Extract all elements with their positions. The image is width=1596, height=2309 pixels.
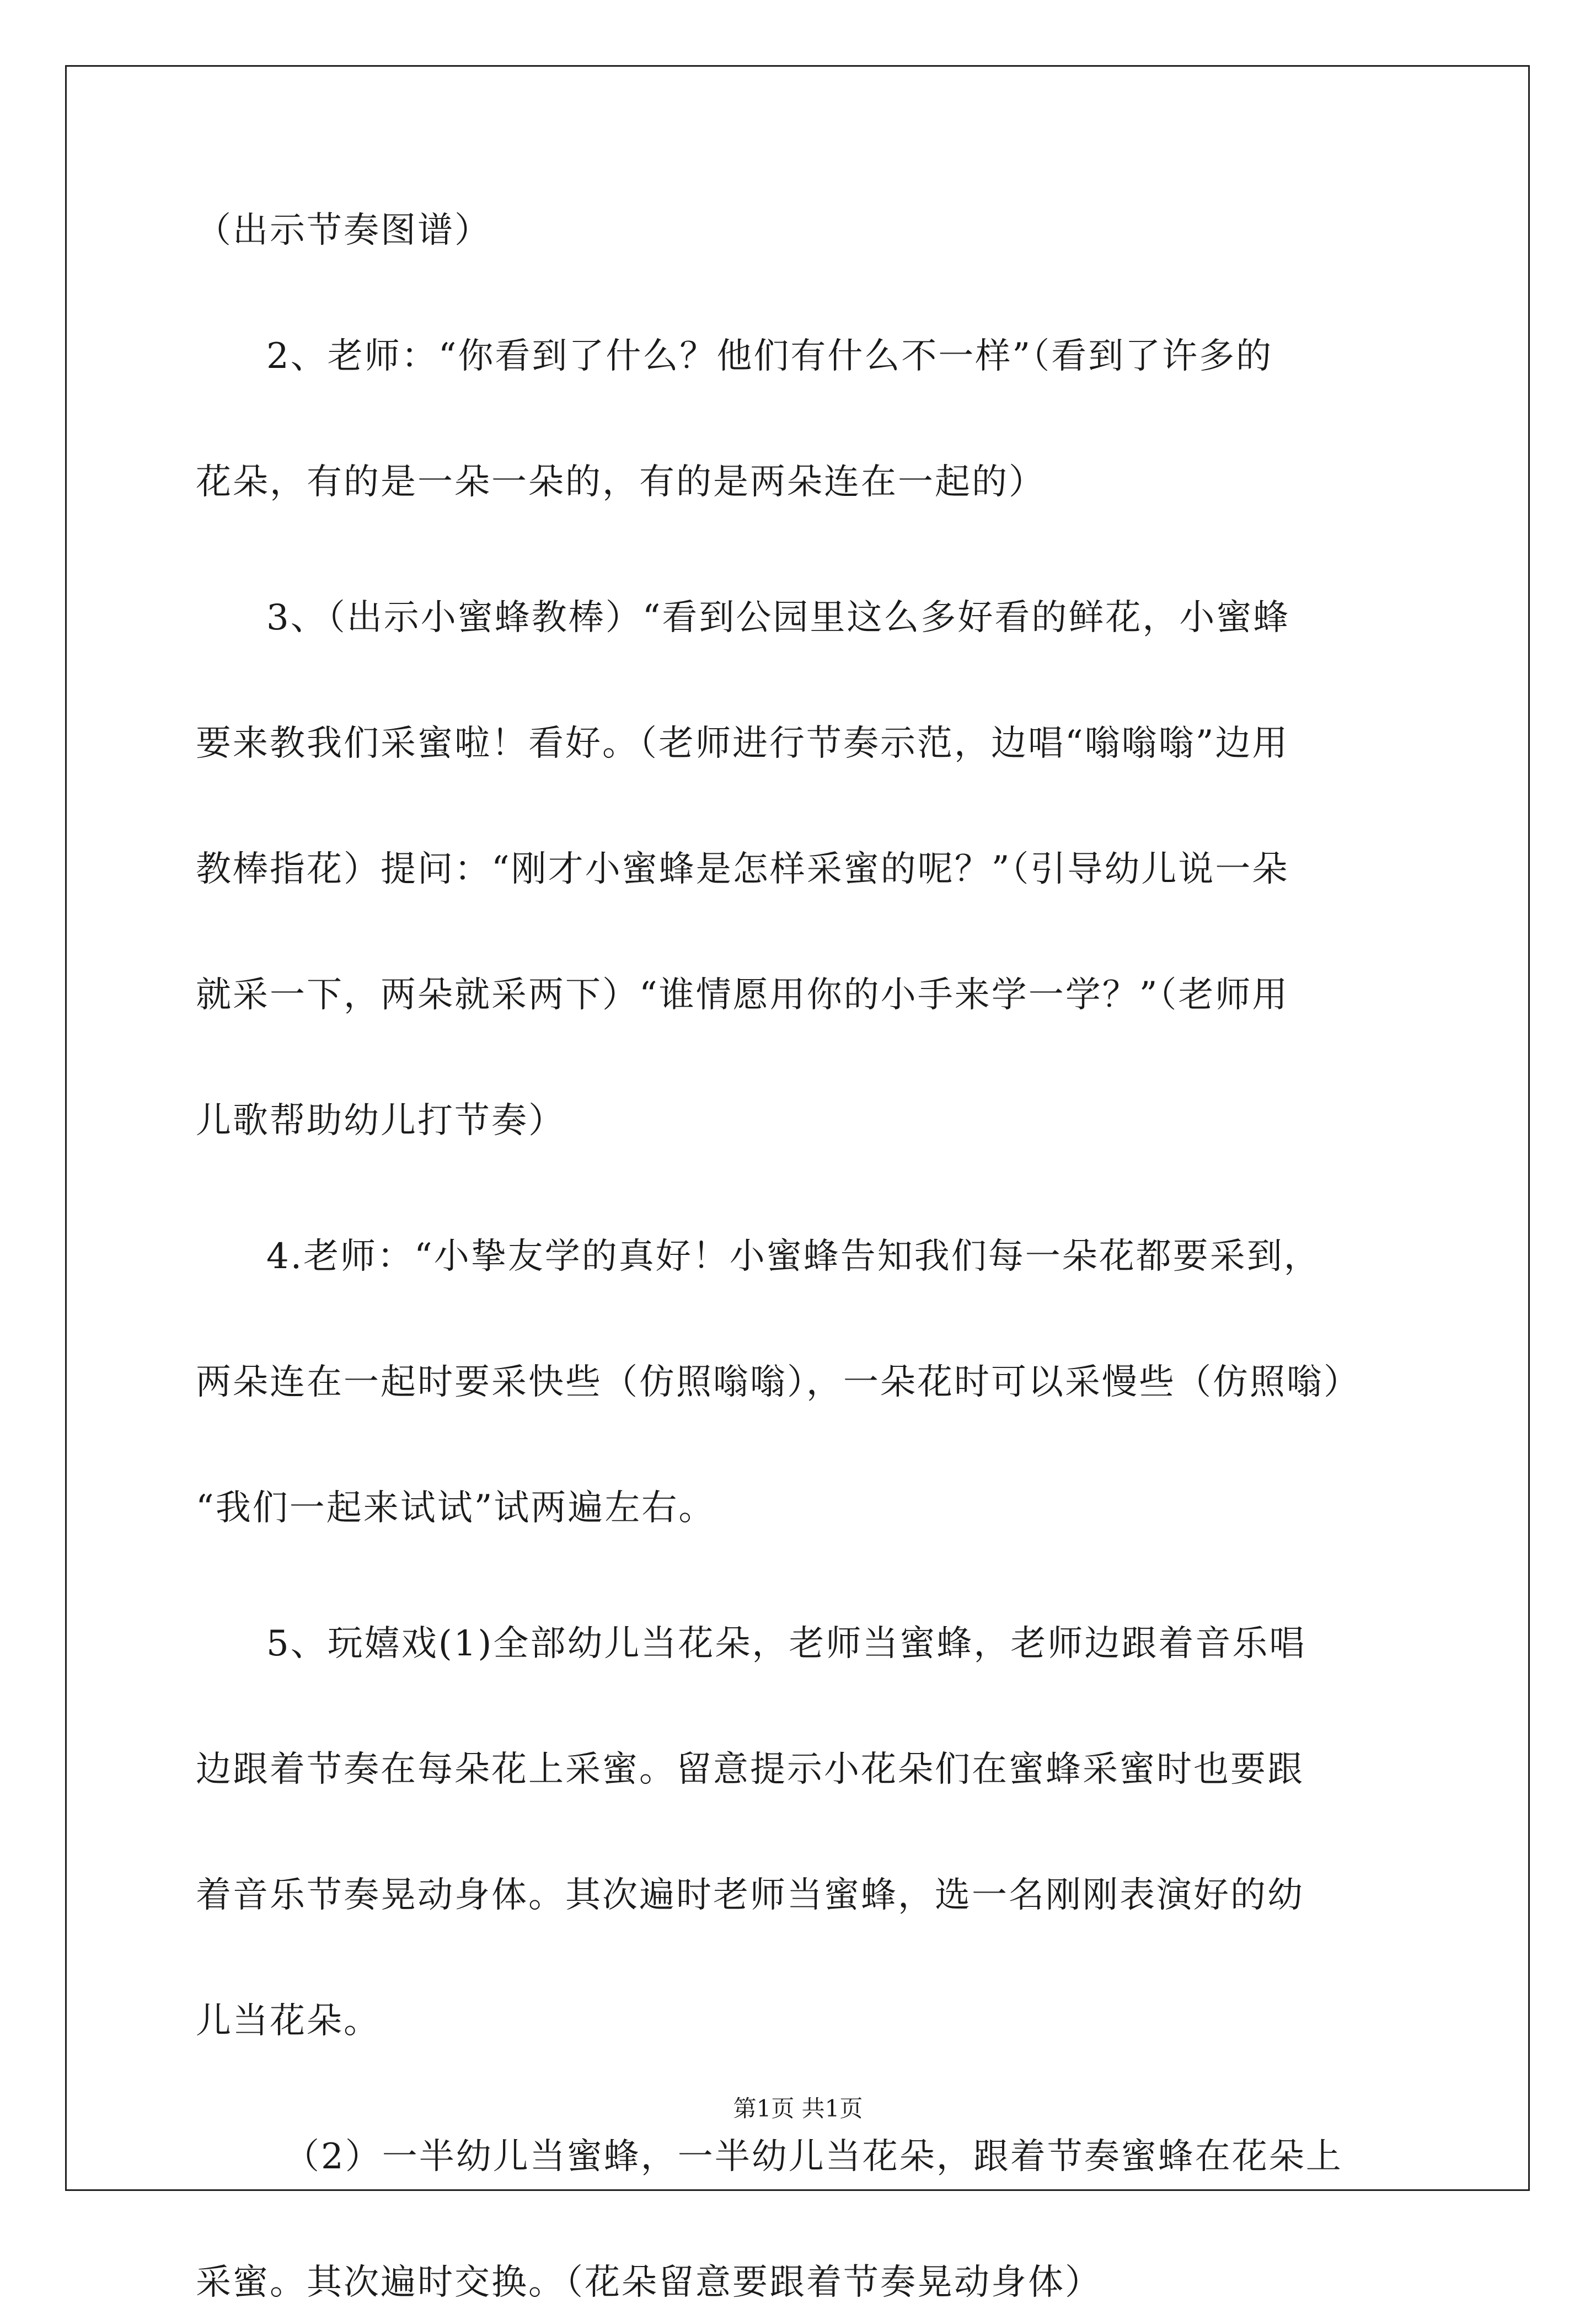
paragraph-line: 两朵连在一起时要采快些（仿照嗡嗡），一朵花时可以采慢些（仿照嗡） (196, 1362, 1361, 1403)
paragraph-line: （出示节奏图谱） (196, 210, 491, 251)
page-footer: 第1页 共1页 (733, 2095, 863, 2122)
paragraph-line: 边跟着节奏在每朵花上采蜜。留意提示小花朵们在蜜蜂采蜜时也要跟 (196, 1749, 1304, 1790)
paragraph-line: 儿当花朵。 (196, 2001, 381, 2041)
paragraph-line: “我们一起来试试”试两遍左右。 (196, 1488, 716, 1528)
paragraph-line: 花朵，有的是一朵一朵的，有的是两朵连在一起的） (196, 462, 1046, 503)
paragraph-line: 就采一下，两朵就采两下）“谁情愿用你的小手来学一学？”（老师用 (196, 975, 1289, 1015)
paragraph-line: （2）一半幼儿当蜜蜂，一半幼儿当花朵，跟着节奏蜜蜂在花朵上 (284, 2136, 1343, 2177)
paragraph-line: 3、（出示小蜜蜂教棒）“看到公园里这么多好看的鲜花，小蜜蜂 (266, 597, 1290, 638)
paragraph-line: 儿歌帮助幼儿打节奏） (196, 1100, 565, 1141)
paragraph-line: 4.老师：“小挚友学的真好！小蜜蜂告知我们每一朵花都要采到， (266, 1236, 1321, 1277)
paragraph-line: 教棒指花）提问：“刚才小蜜蜂是怎样采蜜的呢？”（引导幼儿说一朵 (196, 849, 1289, 890)
paragraph-line: 着音乐节奏晃动身体。其次遍时老师当蜜蜂，选一名刚刚表演好的幼 (196, 1875, 1304, 1916)
document-body (196, 204, 1404, 2309)
paragraph-line: 5、玩嬉戏(1)全部幼儿当花朵，老师当蜜蜂，老师边跟着音乐唱 (266, 1623, 1306, 1664)
paragraph-line: 2、老师：“你看到了什么？他们有什么不一样”（看到了许多的 (266, 336, 1273, 377)
paragraph-line: 采蜜。其次遍时交换。（花朵留意要跟着节奏晃动身体） (196, 2262, 1102, 2303)
paragraph-line: 要来教我们采蜜啦！看好。（老师进行节奏示范，边唱“嗡嗡嗡”边用 (196, 723, 1289, 764)
